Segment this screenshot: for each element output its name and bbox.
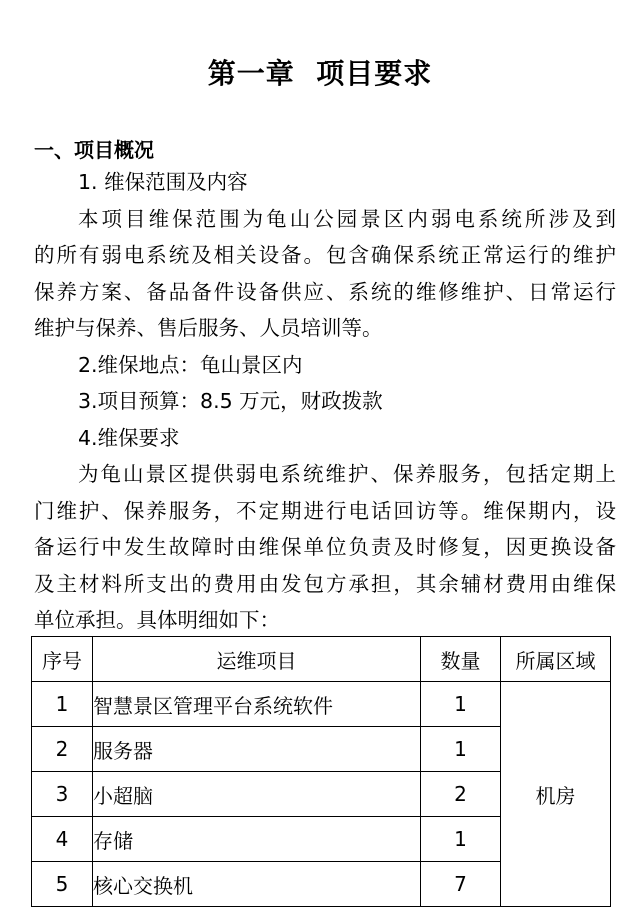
item3-budget: 3.项目预算：8.5 万元，财政拨款 <box>78 389 383 413</box>
section-heading: 一、项目概况 <box>34 138 154 162</box>
row-item: 智慧景区管理平台系统软件 <box>93 682 421 727</box>
header-area: 所属区域 <box>501 637 611 682</box>
row-qty: 1 <box>421 727 501 772</box>
para2-line-3: 备运行中发生故障时由维保单位负责及时修复，因更换设备 <box>34 535 616 559</box>
table-row <box>32 682 611 727</box>
maintenance-items-table <box>31 636 611 907</box>
row-no: 1 <box>32 682 93 727</box>
row-item: 服务器 <box>93 727 421 772</box>
para1-line-3: 保养方案、备品备件设备供应、系统的维修维护、日常运行 <box>34 280 616 304</box>
row-no: 3 <box>32 772 93 817</box>
row-qty: 2 <box>421 772 501 817</box>
header-item: 运维项目 <box>93 637 421 682</box>
item4-heading: 4.维保要求 <box>78 426 180 450</box>
row-item: 核心交换机 <box>93 862 421 907</box>
row-no: 4 <box>32 817 93 862</box>
table-header-row <box>32 637 611 682</box>
row-qty: 1 <box>421 817 501 862</box>
row-no: 5 <box>32 862 93 907</box>
para1-line-1: 本项目维保范围为龟山公园景区内弱电系统所涉及到 <box>78 207 616 231</box>
row-qty: 1 <box>421 682 501 727</box>
row-no: 2 <box>32 727 93 772</box>
row-area: 机房 <box>501 682 611 907</box>
row-qty: 7 <box>421 862 501 907</box>
item2-location: 2.维保地点：龟山景区内 <box>78 353 303 377</box>
para2-line-5: 单位承担。具体明细如下： <box>34 608 280 632</box>
row-item: 小超脑 <box>93 772 421 817</box>
para1-line-4: 维护与保养、售后服务、人员培训等。 <box>34 316 383 340</box>
row-item: 存储 <box>93 817 421 862</box>
header-qty: 数量 <box>421 637 501 682</box>
chapter-title: 第一章 项目要求 <box>207 57 433 90</box>
para2-line-1: 为龟山景区提供弱电系统维护、保养服务，包括定期上 <box>78 462 616 486</box>
para2-line-2: 门维护、保养服务，不定期进行电话回访等。维保期内，设 <box>34 499 616 523</box>
para2-line-4: 及主材料所支出的费用由发包方承担，其余辅材费用由维保 <box>34 572 616 596</box>
header-no: 序号 <box>32 637 93 682</box>
item1-heading: 1. 维保范围及内容 <box>78 170 248 194</box>
para1-line-2: 的所有弱电系统及相关设备。包含确保系统正常运行的维护 <box>34 243 616 267</box>
